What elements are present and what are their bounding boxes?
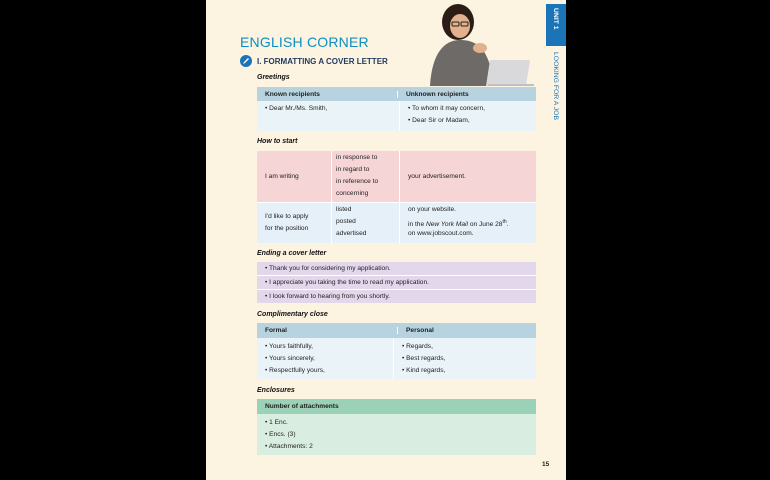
list-item: • Dear Sir or Madam, [408,117,470,124]
enclosures-header [257,399,536,414]
list-item: • Encs. (3) [265,431,296,438]
lead-line: for the position [265,225,309,232]
ending-heading: Ending a cover letter [257,250,327,257]
page-title: ENGLISH CORNER [240,34,369,50]
posting-locations-cell [400,203,536,243]
hand [473,43,487,53]
list-item: • Kind regards, [402,367,446,374]
ending-table [257,262,536,303]
enclosures-table [257,399,536,455]
laptop [486,60,530,86]
unknown-recipients-cell [400,101,536,131]
greetings-header-row [257,87,536,101]
option-item: in regard to [336,166,370,173]
section-subtitle [240,54,388,68]
formal-header: Formal [257,327,398,334]
greetings-body-row [257,101,536,131]
woman-laptop-photo [420,2,538,86]
greetings-table [257,87,536,131]
location-item: on your website. [408,206,457,213]
how-to-start-row-1 [257,151,536,202]
formal-cell [257,338,394,379]
apply-position-cell [257,203,332,243]
location-item: in the New York Mail on June 28th. [408,219,509,229]
list-item: • Regards, [402,343,433,350]
list-item: • Yours sincerely, [265,355,315,362]
list-item: • Best regards, [402,355,446,362]
posting-options-cell [332,203,400,243]
enclosures-body [257,414,536,455]
unknown-recipients-header: Unknown recipients [406,90,469,98]
close-heading: Complimentary close [257,311,328,318]
known-recipients-cell [257,101,400,131]
list-item: • Yours faithfully, [265,343,314,350]
close-header-row [257,323,536,338]
option-item: advertised [336,230,367,237]
greetings-heading: Greetings [257,74,290,81]
list-item: • Dear Mr./Ms. Smith, [265,105,328,112]
how-to-start-table [257,151,536,243]
close-body-row [257,338,536,379]
personal-header: Personal [406,327,434,334]
option-item: concerning [336,190,369,197]
attachments-header-text: Number of attachments [265,403,339,410]
close-table [257,323,536,379]
ending-item: • Thank you for considering my application. [257,262,536,276]
your-advertisement-cell: your advertisement. [408,173,466,180]
list-item: • Attachments: 2 [265,443,313,450]
ending-item: • I appreciate you taking the time to read my application. [257,276,536,290]
pencil-icon [240,55,252,67]
i-am-writing-cell: I am writing [257,151,332,202]
topic-label: LOOKING FOR A JOB [552,52,559,120]
subtitle-text: I. FORMATTING A COVER LETTER [257,56,388,66]
lead-line: I'd like to apply [265,213,309,220]
list-item: • To whom it may concern, [408,105,485,112]
how-to-start-heading: How to start [257,138,298,145]
enclosures-heading: Enclosures [257,387,295,394]
personal-cell [394,338,536,379]
known-recipients-header: Known recipients [257,91,398,98]
list-item: • Respectfully yours, [265,367,325,374]
location-item: on www.jobscout.com. [408,230,474,237]
option-item: in reference to [336,178,379,185]
list-item: • 1 Enc. [265,419,288,426]
option-item: in response to [336,154,378,161]
how-to-start-row-2 [257,202,536,243]
ending-item: • I look forward to hearing from you shortly. [257,290,536,303]
unit-label: UNIT 1 [552,8,559,30]
option-item: posted [336,218,356,225]
page-number: 15 [542,461,550,468]
option-item: listed [336,206,352,213]
response-options-cell [332,151,400,202]
